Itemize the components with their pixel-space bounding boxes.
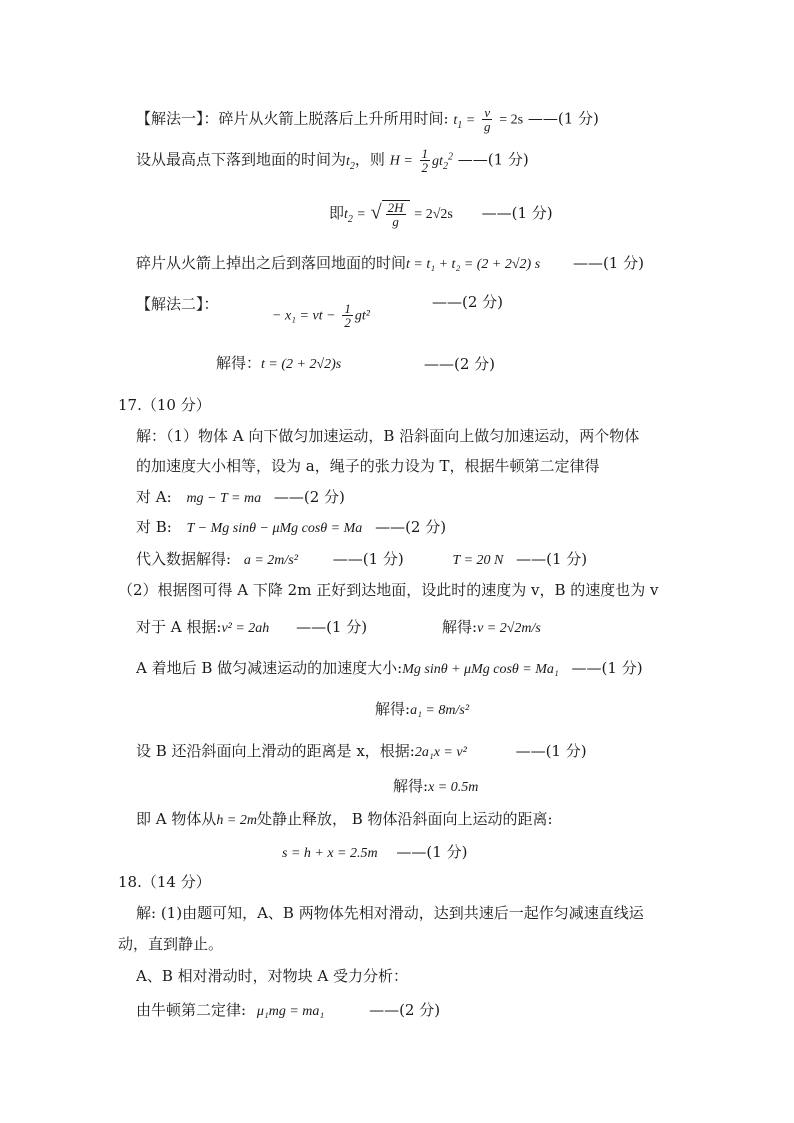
q17-p9-a: 即 A 物体从 [136, 810, 217, 828]
q17-sub-T: T = 20 N [452, 553, 504, 568]
q17-line4 [136, 617, 367, 639]
q18-p4-score: ——(2 分) [369, 1001, 441, 1019]
sol1-line1-score: ——(1 分) [527, 109, 599, 128]
sol1-line1-text: ：碎片从火箭上脱落后上升所用时间: [203, 109, 449, 128]
q17-p7-text: 设 B 还沿斜面向上滑动的距离是 x，根据: [136, 742, 415, 760]
sol2-result [216, 353, 341, 375]
sol1-line2-text: 设从最高点下落到地面的时间为 [136, 150, 347, 169]
sol1-gt2: $gt_2^2$ [432, 151, 453, 172]
q17-line7 [136, 741, 587, 763]
q17-p7-eq: 2a₁x = v² [414, 745, 467, 760]
sol1-H-eq: H = [389, 153, 413, 169]
q17-p6-eq: a₁ = 8m/s² [410, 703, 470, 718]
q17-p5-text: A 着地后 B 做匀减速运动的加速度大小: [136, 659, 403, 677]
sol1-line4-text: 碎片从火箭上掉出之后到落回地面的时间 [136, 254, 407, 272]
q17-a-eq: mg − T = ma [186, 491, 262, 506]
q17-b-score: ——(2 分) [375, 518, 447, 536]
sol2-result-label: 解得： [216, 354, 262, 372]
q17-p4-label: 对于 A 根据: [136, 618, 222, 636]
sol1-line3-score: ——(1 分) [481, 204, 553, 222]
q18-para1: 解: (1)由题可知，A、B 两物体先相对滑动，达到共速后一起作匀减速直线运 [136, 904, 644, 922]
q17-p10-score: ——(1 分) [396, 843, 468, 861]
q17-p5-eq: Mg sinθ + μMg cosθ = Ma₁ [402, 662, 559, 677]
q17-line4-result [442, 617, 541, 639]
sol2-eq-lhs: − x₁ = vt − [272, 308, 336, 324]
sol1-line3-prefix: 即 [329, 204, 345, 222]
q17-p4-res-label: 解得: [442, 618, 478, 636]
q17-sub-a: a = 2m/s² [243, 553, 298, 568]
q18-p4-eq: μ₁mg = ma₁ [256, 1004, 325, 1019]
q17-p8-label: 解得: [393, 777, 429, 795]
q17-p4-score: ——(1 分) [296, 618, 368, 636]
q17-p7-score: ——(1 分) [515, 742, 587, 760]
q17-line8 [393, 776, 478, 798]
sol1-label: 【解法一】 [136, 109, 204, 128]
sol1-line4-score: ——(1 分) [572, 254, 644, 272]
sol1-line4 [136, 253, 644, 275]
q18-number: 18.（14 分） [118, 873, 211, 891]
q17-para1: 解：（1）物体 A 向下做匀加速运动，B 沿斜面向上做匀加速运动，两个物体 [136, 427, 640, 445]
sol1-line3 [329, 200, 553, 230]
q17-a-score: ——(2 分) [273, 488, 345, 506]
sol2-half: $\frac{1}{2}$ [344, 301, 351, 330]
q17-p10-eq: s = h + x = 2.5m [282, 846, 378, 861]
sol2-result-eq: t = (2 + 2√2)s [261, 357, 342, 372]
sol1-t1: $t_1$ = [453, 112, 476, 131]
q17-number: 17.（10 分） [118, 396, 211, 414]
q17-p4-eq: v² = 2ah [221, 621, 270, 636]
q17-p8-eq: x = 0.5m [428, 780, 479, 795]
q17-eq-b [136, 517, 446, 539]
sol1-line2-score: ——(1 分) [457, 150, 529, 169]
q17-para2: 的加速度大小相等，设为 a，绳子的张力设为 T，根据牛顿第二定律得 [136, 457, 600, 475]
q17-p4-res: v = 2√2m/s [477, 621, 541, 636]
sol1-t2: $t_2$ [346, 153, 355, 172]
q18-line4 [136, 1000, 440, 1022]
q17-sub-T-score: ——(1 分) [516, 550, 588, 568]
q17-sub-label: 代入数据解得: [136, 550, 232, 568]
sol1-line3-rhs: = 2√2s [414, 207, 453, 222]
q17-line5 [136, 658, 643, 680]
sol1-fraction: $\frac{v}{g}$ [483, 105, 491, 134]
q17-sub-a-score: ——(1 分) [332, 550, 404, 568]
q17-line10 [282, 842, 467, 864]
sol1-line1 [136, 106, 599, 135]
q18-para3: A、B 相对滑动时，对物块 A 受力分析： [136, 967, 408, 985]
sqrt-symbol: √ $\frac{2H}{g}$ [371, 200, 410, 228]
sol1-then: ，则 [354, 150, 385, 169]
sol2-eq-rhs: gt² [354, 308, 370, 324]
sol1-line3-t2: $t_2$ = [344, 207, 366, 225]
q18-p4-label: 由牛顿第二定律: [136, 1001, 247, 1019]
q17-b-label: 对 B: [136, 518, 172, 536]
sol1-radicand: $\frac{2H}{g}$ [387, 200, 404, 229]
q17-para3: （2）根据图可得 A 下降 2m 正好到达地面，设此时的速度为 v，B 的速度也为 v [118, 581, 659, 599]
q17-b-eq: T − Mg sinθ − μMg cosθ = Ma [186, 521, 363, 536]
q17-p5-score: ——(1 分) [571, 659, 643, 677]
q17-substitution [136, 549, 587, 571]
sol2-eq-score: ——(2 分) [432, 293, 504, 311]
q17-eq-a [136, 487, 345, 509]
sol2-label: 【解法二】： [136, 295, 219, 313]
sol1-line2 [136, 147, 529, 176]
q17-line6 [375, 699, 469, 721]
q18-para2: 动，直到静止。 [118, 935, 224, 953]
q17-p9-b: 处静止释放， B 物体沿斜面向上运动的距离: [256, 810, 553, 828]
q17-a-label: 对 A: [136, 488, 172, 506]
q17-line9 [136, 809, 553, 831]
q17-p9-eq: h = 2m [216, 813, 257, 828]
sol1-half: $\frac{1}{2}$ [421, 146, 429, 176]
q17-p6-label: 解得: [375, 700, 411, 718]
sol1-line1-rhs: = 2s [499, 112, 524, 128]
sol1-line4-eq: t = t₁ + t₂ = (2 + 2√2) s [406, 257, 541, 272]
sol2-equation [272, 302, 370, 329]
sol2-result-score: ——(2 分) [424, 355, 496, 373]
